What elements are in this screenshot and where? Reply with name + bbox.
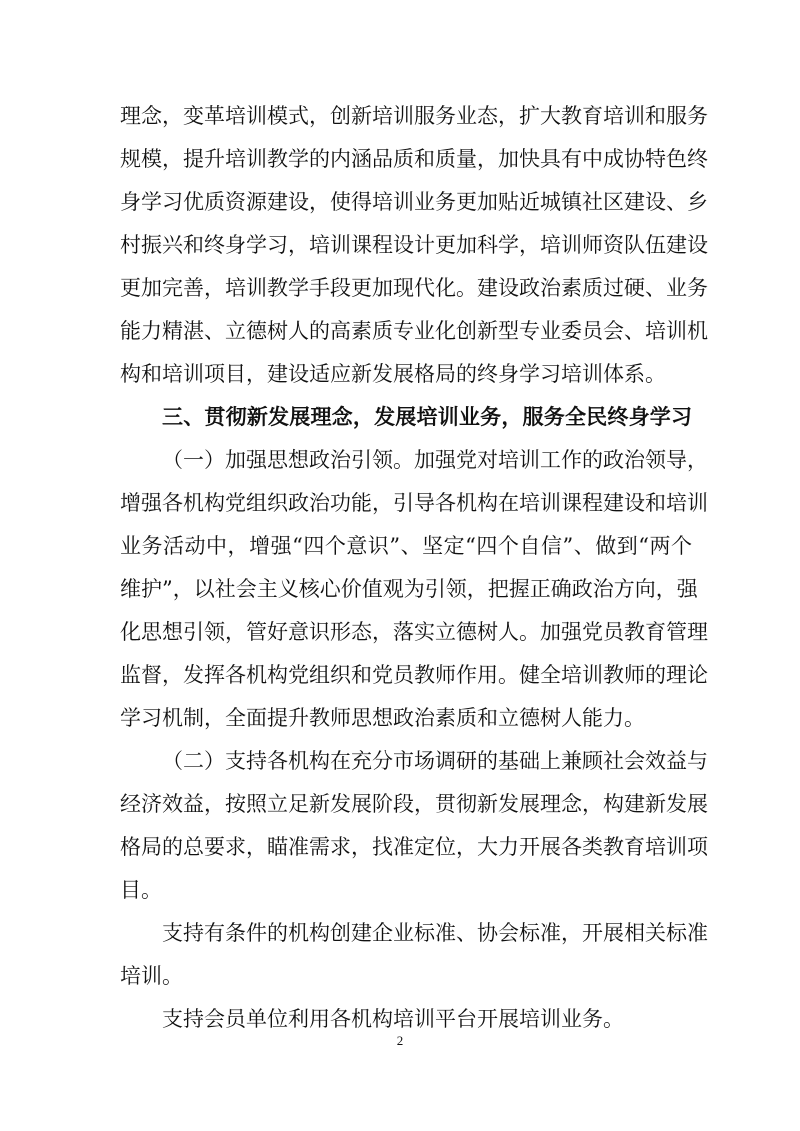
body-text-line: 增强各机构党组织政治功能，引导各机构在培训课程建设和培训 [120,491,708,515]
body-text-line: 村振兴和终身学习，培训课程设计更加科学，培训师资队伍建设 [120,233,708,257]
paragraph-start-line: （一）加强思想政治引领。加强党对培训工作的政治领导， [162,448,708,472]
body-text-line: 监督，发挥各机构党组织和党员教师作用。健全培训教师的理论 [120,663,708,687]
body-text-line: 更加完善，培训教学手段更加现代化。建设政治素质过硬、业务 [120,276,708,300]
paragraph-start-line: （二）支持各机构在充分市场调研的基础上兼顾社会效益与 [162,749,708,773]
paragraph-start-line: 支持会员单位利用各机构培训平台开展培训业务。 [162,1007,624,1031]
paragraph-start-line: 支持有条件的机构创建企业标准、协会标准，开展相关标准 [162,921,708,945]
body-text-line: 理念，变革培训模式，创新培训服务业态，扩大教育培训和服务 [120,104,708,128]
body-text-line: 培训。 [120,964,183,988]
body-text-line: 经济效益，按照立足新发展阶段，贯彻新发展理念，构建新发展 [120,792,708,816]
body-text-line: 规模，提升培训教学的内涵品质和质量，加快具有中成协特色终 [120,147,708,171]
page-number: 2 [396,1033,404,1048]
body-text-line: 目。 [120,878,162,902]
body-text-line: 身学习优质资源建设，使得培训业务更加贴近城镇社区建设、乡 [120,190,708,214]
body-text-line: 业务活动中，增强“四个意识”、坚定“四个自信”、做到“两个 [120,534,692,558]
body-text-line: 维护”，以社会主义核心价值观为引领，把握正确政治方向，强 [120,577,698,601]
body-text-line: 化思想引领，管好意识形态，落实立德树人。加强党员教育管理 [120,620,708,644]
body-text-line: 学习机制，全面提升教师思想政治素质和立德树人能力。 [120,706,645,730]
body-text-line: 格局的总要求，瞄准需求，找准定位，大力开展各类教育培训项 [120,835,708,859]
section-heading: 三、贯彻新发展理念，发展培训业务，服务全民终身学习 [162,405,692,429]
body-text-line: 构和培训项目，建设适应新发展格局的终身学习培训体系。 [120,362,666,386]
body-text-line: 能力精湛、立德树人的高素质专业化创新型专业委员会、培训机 [120,319,708,343]
